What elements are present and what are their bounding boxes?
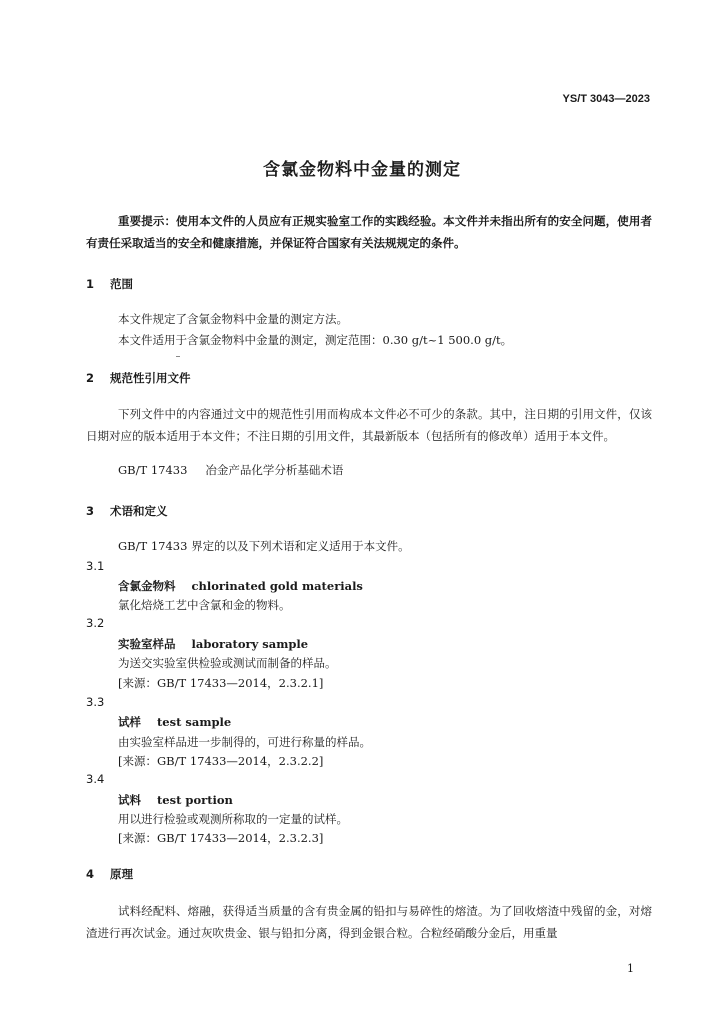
section-number: 1 (86, 277, 95, 291)
section-title: 范围 (110, 277, 133, 291)
reference-title: 冶金产品化学分析基础术语 (205, 463, 344, 477)
term-number: 3.2 (86, 616, 105, 630)
term-definition: 氯化焙烧工艺中含氯和金的物料。 (118, 598, 291, 612)
term-definition: 用以进行检验或观测所称取的一定量的试样。 (118, 812, 348, 826)
section-3-intro: GB/T 17433 界定的以及下列术语和定义适用于本文件。 (118, 539, 410, 553)
term-zh: 试料 (118, 793, 141, 807)
section-1-line-1: 本文件规定了含氯金物料中金量的测定方法。 (118, 312, 348, 326)
section-1-line-2: 本文件适用于含氯金物料中金量的测定，测定范围：0.30 g/t~1 500.0 g/t。 (118, 333, 513, 347)
term-heading (118, 578, 363, 594)
section-4-paragraph: 试料经配料、熔融，获得适当质量的含有贵金属的铅扣与易碎性的熔渣。为了回收熔渣中残留的金，对熔渣进行再次试金。通过灰吹贵金、银与铅扣分离，得到金银合粒。合粒经硝酸分金后，用重量 (86, 904, 652, 940)
term-heading (118, 792, 233, 808)
section-number: 3 (86, 504, 95, 518)
section-title: 规范性引用文件 (110, 371, 191, 385)
section-2-paragraph: 下列文件中的内容通过文中的规范性引用而构成本文件必不可少的条款。其中，注日期的引用文件，仅该日期对应的版本适用于本文件；不注日期的引用文件，其最新版本（包括所有的修改单）适用于本文件。 (86, 407, 652, 443)
term-zh: 试样 (118, 715, 141, 729)
term-en: chlorinated gold materials (191, 579, 363, 593)
section-title: 术语和定义 (110, 504, 168, 518)
term-en: laboratory sample (191, 637, 309, 651)
term-source: [来源：GB/T 17433—2014，2.3.2.2] (118, 754, 324, 768)
section-1-heading (86, 276, 133, 292)
term-zh: 含氯金物料 (118, 579, 176, 593)
term-definition: 为送交实验室供检验或测试而制备的样品。 (118, 656, 337, 670)
important-note: 重要提示：使用本文件的人员应有正规实验室工作的实践经验。本文件并未指出所有的安全问题，使用者有责任采取适当的安全和健康措施，并保证符合国家有关法规规定的条件。 (86, 214, 652, 250)
section-4-heading (86, 866, 133, 882)
document-title: 含氯金物料中金量的测定 (263, 160, 461, 180)
term-source: [来源：GB/T 17433—2014，2.3.2.1] (118, 676, 324, 690)
term-en: test sample (157, 715, 232, 729)
term-number: 3.1 (86, 559, 105, 573)
term-number: 3.3 (86, 695, 105, 709)
term-en: test portion (157, 793, 233, 807)
term-heading (118, 636, 308, 652)
term-definition: 由实验室样品进一步制得的，可进行称量的样品。 (118, 735, 371, 749)
section-number: 4 (86, 867, 95, 881)
section-title: 原理 (110, 867, 133, 881)
term-zh: 实验室样品 (118, 637, 176, 651)
term-source: [来源：GB/T 17433—2014，2.3.2.3] (118, 831, 324, 845)
term-number: 3.4 (86, 772, 105, 786)
normative-reference (118, 462, 343, 478)
scan-mark (176, 356, 180, 357)
standard-code: YS/T 3043—2023 (562, 93, 650, 105)
section-number: 2 (86, 371, 95, 385)
section-2-heading (86, 370, 191, 386)
section-3-heading (86, 503, 168, 519)
reference-code: GB/T 17433 (118, 463, 188, 477)
page-number: 1 (627, 962, 634, 975)
term-heading (118, 714, 231, 730)
